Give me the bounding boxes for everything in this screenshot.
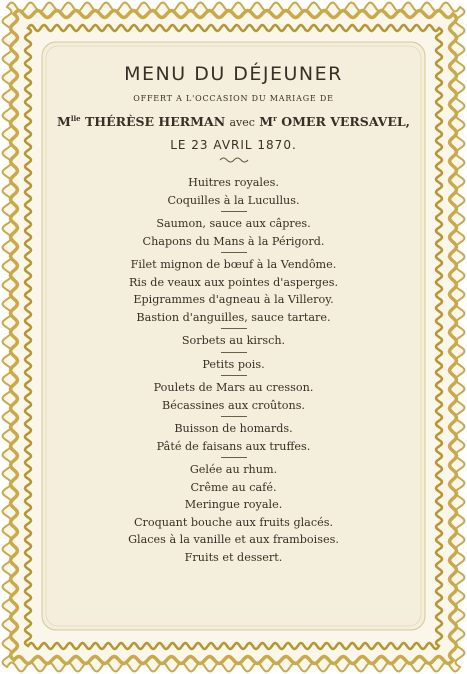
course-group <box>50 174 417 209</box>
dish-item: Chapons du Mans à la Périgord. <box>142 234 325 248</box>
menu-content <box>50 58 417 566</box>
dish-item: Bastion d'anguilles, sauce tartare. <box>136 310 331 324</box>
bride-name: THÉRÈSE HERMAN <box>84 114 226 130</box>
course-separator <box>221 352 247 353</box>
course-separator <box>221 416 247 417</box>
course-separator <box>221 457 247 458</box>
course-separator <box>221 328 247 329</box>
dish-item: Fruits et dessert. <box>184 550 283 564</box>
menu-title: MENU DU DÉJEUNER <box>124 63 343 85</box>
bride-title-sup: lle <box>70 114 81 123</box>
couple-names <box>50 111 417 131</box>
dish-item: Pâté de faisans aux truffes. <box>156 439 311 453</box>
dish-item: Ris de veaux aux pointes d'asperges. <box>128 275 338 289</box>
course-separator <box>221 375 247 376</box>
dish-item: Saumon, sauce aux câpres. <box>156 217 311 231</box>
dish-item: Buisson de homards. <box>174 422 293 436</box>
dish-item: Glaces à la vanille et aux framboises. <box>128 533 339 547</box>
dish-item: Croquant bouche aux fruits glacés. <box>133 515 334 529</box>
dish-item: Gelée au rhum. <box>189 463 278 477</box>
dish-item: Epigrammes d'agneau à la Villeroy. <box>133 293 334 307</box>
courses-list <box>50 174 417 566</box>
squiggle-ornament <box>219 156 249 164</box>
dish-item: Huitres royales. <box>188 176 279 190</box>
dish-item: Poulets de Mars au cresson. <box>153 381 314 395</box>
course-group <box>50 420 417 455</box>
course-group <box>50 256 417 326</box>
course-separator <box>221 211 247 212</box>
course-group <box>50 356 417 374</box>
groom-title: $M^r$ <box>259 114 277 130</box>
dish-item: Crême au café. <box>190 480 277 494</box>
groom-title-sup: r <box>273 114 277 123</box>
dish-item: Filet mignon de bœuf à la Vendôme. <box>130 258 337 272</box>
connector: avec <box>229 116 255 130</box>
bride-title: $M^{lle}$ <box>56 114 81 130</box>
dish-item: Meringue royale. <box>184 498 283 512</box>
dish-item: Coquilles à la Lucullus. <box>167 193 300 207</box>
dish-item: Sorbets au kirsch. <box>181 334 286 348</box>
course-separator <box>221 252 247 253</box>
course-group <box>50 332 417 350</box>
menu-date: LE 23 AVRIL 1870. <box>170 138 297 153</box>
course-group <box>50 461 417 566</box>
dish-item: Petits pois. <box>202 357 265 371</box>
course-group <box>50 379 417 414</box>
groom-name: OMER VERSAVEL, <box>281 114 410 130</box>
menu-subtitle: OFFERT A L'OCCASION DU MARIAGE DE <box>133 94 334 103</box>
dish-item: Bécassines aux croûtons. <box>162 398 305 412</box>
course-group <box>50 215 417 250</box>
